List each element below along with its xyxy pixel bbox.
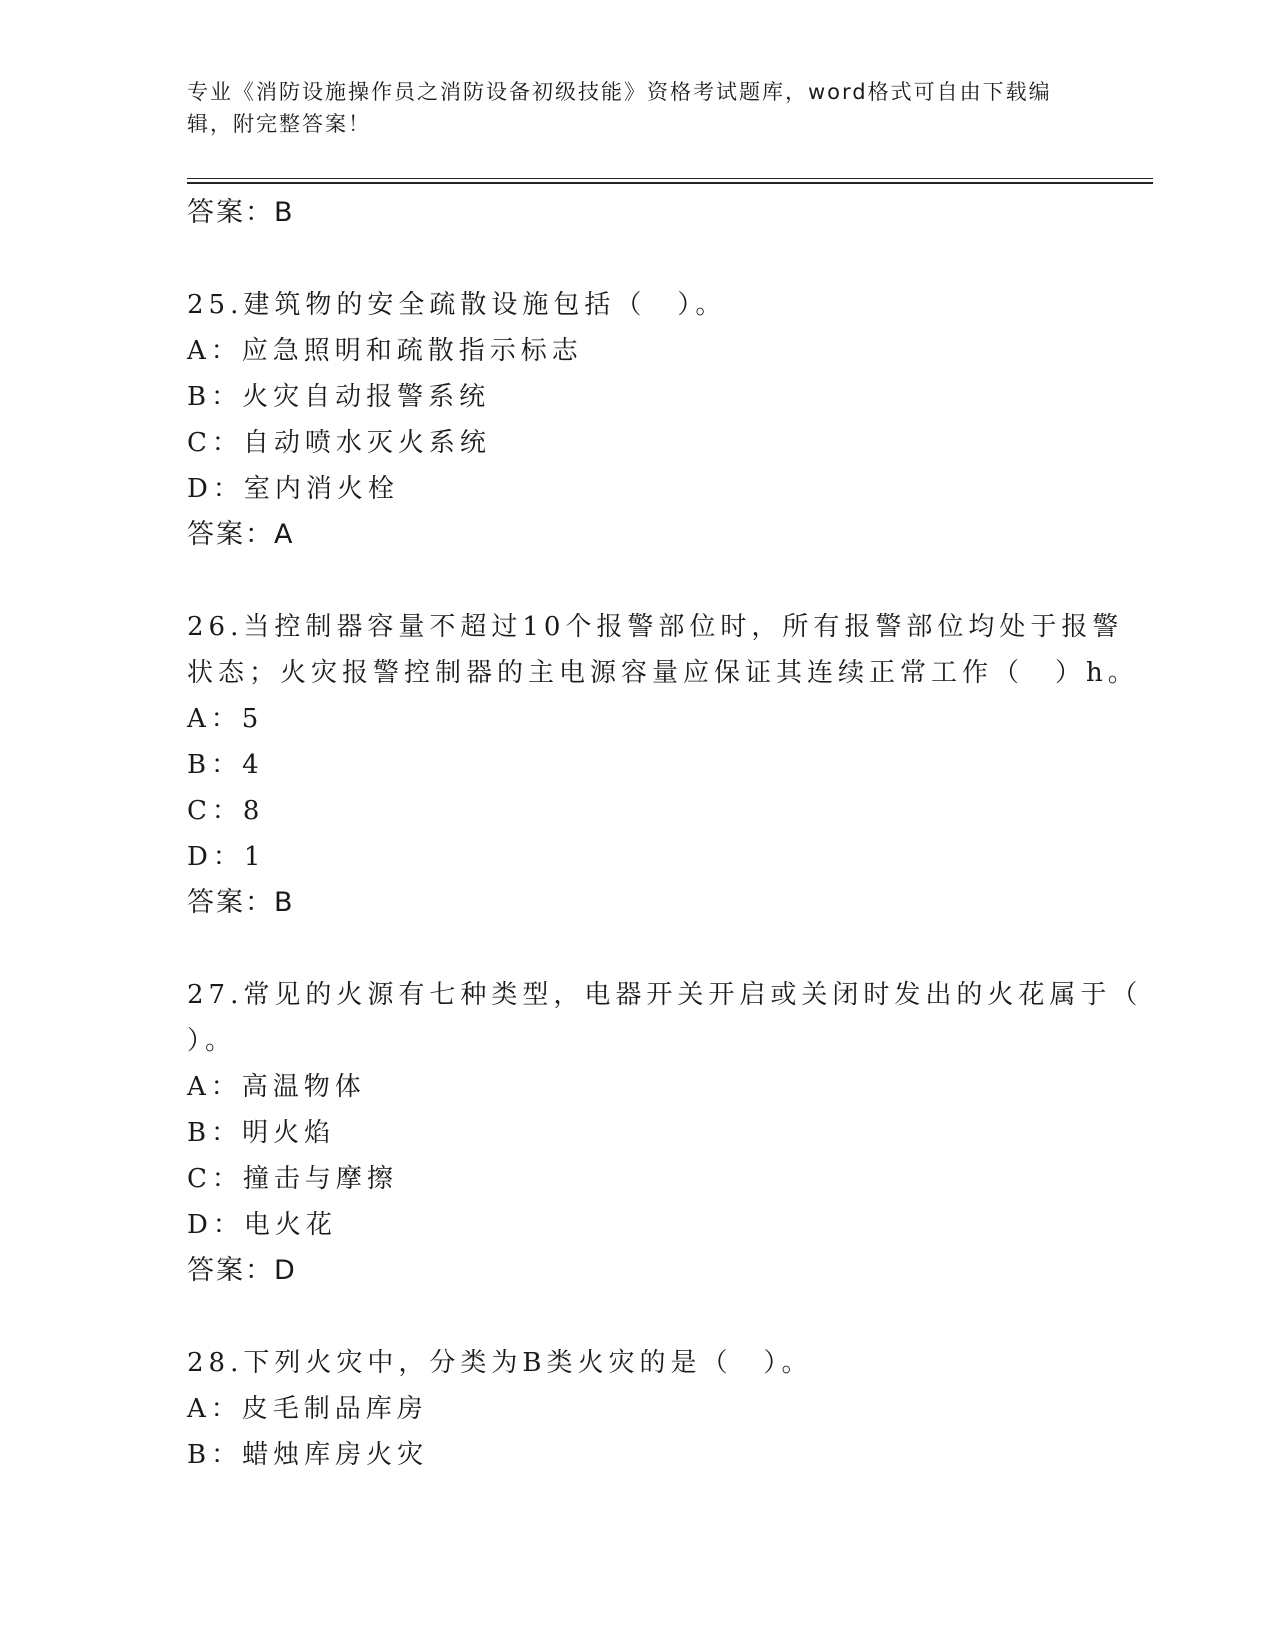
question-28 [187,1340,1087,1478]
question-stem-line-2: ）。 [187,1026,237,1056]
header-rule-thin [187,178,1153,179]
question-25 [187,282,1087,558]
answer: 答案：A [187,519,295,550]
spacer [187,1294,1087,1340]
document-header: 专业《消防设施操作员之消防设备初级技能》资格考试题库，word格式可自由下载编辑，附完整答案！ [187,80,1052,136]
question-stem-line-1: 26.当控制器容量不超过10个报警部位时，所有报警部位均处于报警 [187,612,1124,642]
question-stem-line-2: 状态；火灾报警控制器的主电源容量应保证其连续正常工作（ ）h。 [187,658,1139,688]
answer: 答案：B [187,887,295,918]
option-a: A：高温物体 [187,1072,366,1102]
option-a: A：应急照明和疏散指示标志 [187,336,583,366]
option-b: B：火灾自动报警系统 [187,382,491,412]
question-stem-line-1: 27.常见的火源有七种类型，电器开关开启或关闭时发出的火花属于（ [187,980,1143,1010]
option-d: D：电火花 [187,1210,337,1240]
spacer [187,926,1087,972]
question-list [187,190,1143,1478]
spacer [187,558,1087,604]
option-a: A：皮毛制品库房 [187,1394,428,1424]
question-26 [187,604,1139,926]
question-27 [187,972,1143,1294]
option-d: D：室内消火栓 [187,474,399,504]
option-d: D：1 [187,842,266,872]
option-c: C：撞击与摩擦 [187,1164,398,1194]
option-a: A：5 [187,704,264,734]
question-stem: 25.建筑物的安全疏散设施包括（ ）。 [187,290,727,320]
spacer [187,236,1087,282]
header-rule-thick [187,182,1153,184]
answer: 答案：D [187,1255,297,1286]
option-b: B：明火焰 [187,1118,336,1148]
option-b: B：4 [187,750,264,780]
option-c: C：自动喷水灭火系统 [187,428,491,458]
previous-answer: 答案：B [187,197,295,228]
option-b: B：蜡烛库房火灾 [187,1440,429,1470]
question-stem: 28.下列火灾中，分类为B类火灾的是（ ）。 [187,1348,813,1378]
option-c: C：8 [187,796,265,826]
